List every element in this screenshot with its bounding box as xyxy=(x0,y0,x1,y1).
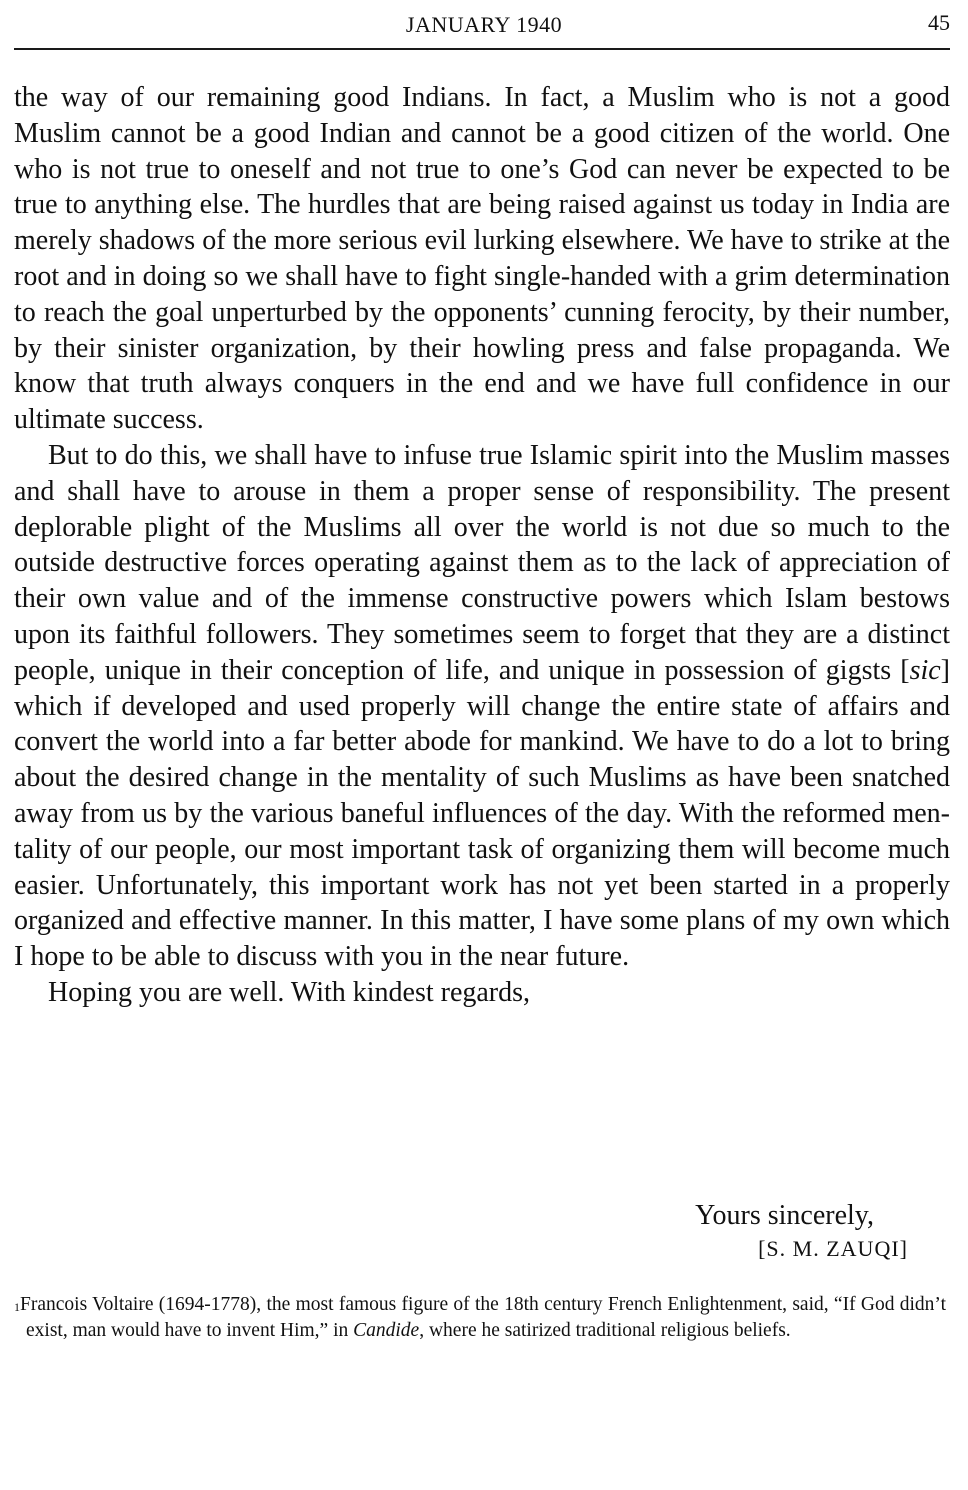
valediction: Yours sincerely, xyxy=(695,1200,874,1231)
footnote-work-title: Candide xyxy=(353,1320,420,1341)
body-paragraph: the way of our remaining good Indians. In fact, a Muslim who is not a good Muslim cannot be a good Indian and cannot be a good citizen of the world. One who is not true to oneself and not true to one’s God can never be expected to be true to anything else. The hurdles that are being raised against us today in India are merely shadows of the more serious evil lurking elsewhere. We have to strike at the root and in doing so we shall have to fight single-handed with a grim determination to reach the goal unperturbed by the opponents’ cunning ferocity, by their number, by their sinister organization, by their howling press and false propaganda. We know that truth always conquers in the end and we have full confidence in our ultimate success. xyxy=(14,82,950,436)
running-head xyxy=(0,8,968,42)
footnote xyxy=(14,1292,946,1344)
body-paragraph xyxy=(14,438,950,975)
header-rule xyxy=(14,48,950,50)
footnote-paragraph xyxy=(14,1292,946,1344)
footnote-marker: 1 xyxy=(14,1300,20,1314)
letter-body xyxy=(14,80,950,1011)
running-title: JANUARY 1940 xyxy=(405,12,563,37)
footnote-text-segment: Francois Voltaire (1694-1778), the most famous figure of the 18th century French Enlightenment, said, “If God didn’t exist, man would have to invent Him,” in xyxy=(20,1294,946,1341)
sic-annotation: sic xyxy=(909,654,941,686)
page-number: 45 xyxy=(928,10,950,35)
closing-line: Hoping you are well. With kindest regards, xyxy=(48,976,531,1008)
footnote-text-segment: , where he satirized traditional religious beliefs. xyxy=(419,1320,791,1341)
body-text-segment: ] which if developed and used properly will change the entire state of affairs and convert the world into a far better abode for mankind. We have to do a lot to bring about the desired change in the mentality of such Muslims as have been snatched away from us by the various baneful influences of the day. With the reformed mentality of our people, our most important task of organizing them will become much easier. Unfortunately, this important work has not yet been started in a properly organized and effective manner. In this matter, I have some plans of my own which I hope to be able to discuss with you in the near future. xyxy=(14,654,950,973)
signature: [S. M. ZAUQI] xyxy=(758,1236,908,1261)
body-text-segment: But to do this, we shall have to infuse true Islamic spirit into the Muslim masses and shall have to arouse in them a proper sense of responsibility. The present deplorable plight of the Muslims all over the world is not due so much to the outside destructive forces operating against them as to the lack of appreciation of their own value and of the immense constructive powers which Islam bestows upon its faithful followers. They sometimes seem to forget that they are a distinct people, unique in their conception of life, and unique in possession of gigsts [ xyxy=(14,439,950,686)
